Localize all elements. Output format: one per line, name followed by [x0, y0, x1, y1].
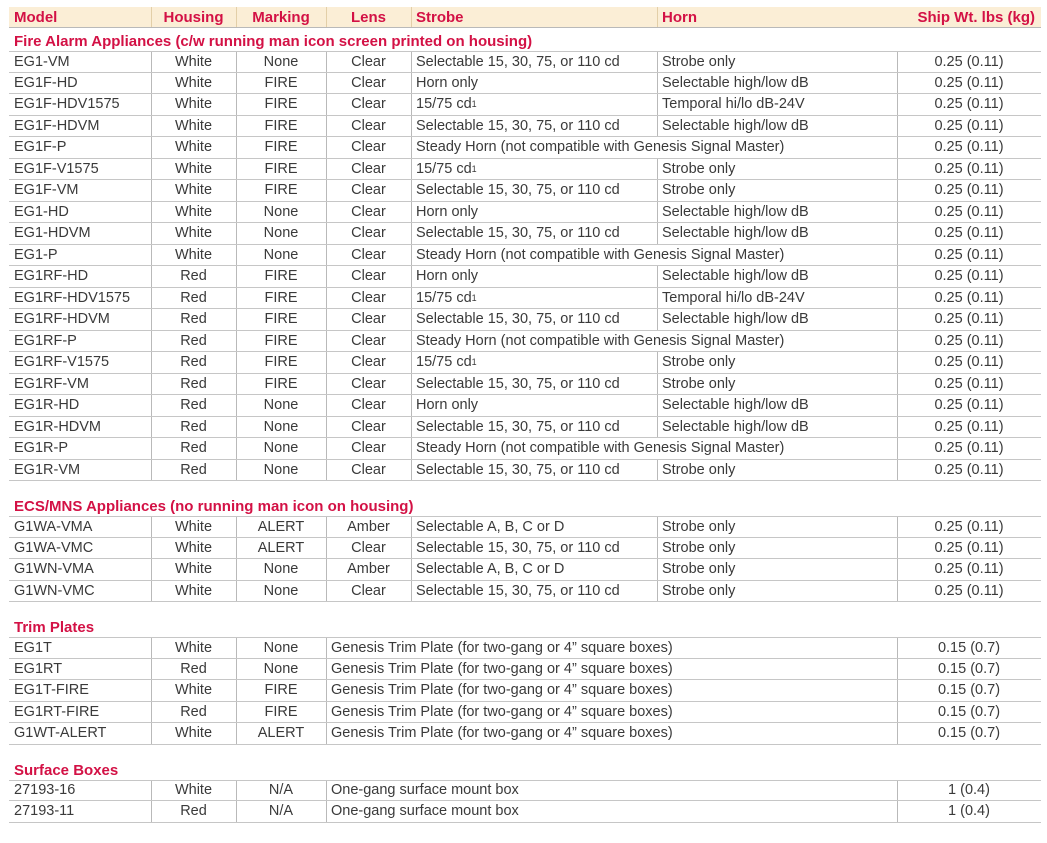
cell-model: EG1RF-V1575 — [14, 354, 110, 371]
cell-marking: None — [263, 639, 299, 656]
cell-marking: None — [263, 397, 299, 414]
cell-marking: None — [263, 418, 299, 435]
cell-housing: White — [174, 782, 213, 799]
cell-housing: Red — [180, 397, 207, 414]
cell-ship-weight: 0.25 (0.11) — [934, 160, 1004, 177]
cell-marking: FIRE — [264, 268, 298, 285]
cell-model: G1WA-VMC — [14, 539, 94, 556]
cell-lens: Clear — [351, 203, 386, 220]
cell-lens: Clear — [351, 182, 386, 199]
cell-model: 27193-16 — [14, 782, 76, 799]
cell-model: EG1T — [14, 639, 52, 656]
cell-strobe: Selectable 15, 30, 75, or 110 cd — [416, 461, 620, 478]
table-header-row — [9, 7, 1041, 28]
cell-model: EG1T-FIRE — [14, 682, 89, 699]
cell-horn: Selectable high/low dB — [662, 225, 809, 242]
cell-ship-weight: 0.25 (0.11) — [934, 182, 1004, 199]
cell-marking: FIRE — [264, 375, 298, 392]
cell-strobe: Selectable 15, 30, 75, or 110 cd — [416, 117, 620, 134]
cell-housing: White — [174, 53, 213, 70]
cell-lens: Clear — [351, 332, 386, 349]
cell-marking: None — [263, 246, 299, 263]
cell-horn: Selectable high/low dB — [662, 203, 809, 220]
cell-ship-weight: 0.25 (0.11) — [934, 311, 1004, 328]
cell-ship-weight: 0.25 (0.11) — [934, 74, 1004, 91]
cell-housing: White — [174, 96, 213, 113]
cell-ship-weight: 0.25 (0.11) — [934, 440, 1004, 457]
cell-housing: White — [174, 182, 213, 199]
section-title: ECS/MNS Appliances (no running man icon on housing) — [14, 498, 414, 515]
cell-model: EG1RT-FIRE — [14, 703, 100, 720]
cell-horn: Strobe only — [662, 375, 736, 392]
cell-horn: Strobe only — [662, 53, 736, 70]
cell-horn: Selectable high/low dB — [662, 74, 809, 91]
cell-strobe: Steady Horn (not compatible with Genesis Signal Master) — [416, 440, 785, 457]
section-title-row — [9, 493, 1041, 516]
cell-lens: Clear — [351, 289, 386, 306]
cell-marking: N/A — [268, 782, 294, 799]
cell-lens: Clear — [351, 96, 386, 113]
section-spacer — [9, 481, 1041, 493]
table-row — [9, 659, 1041, 681]
cell-strobe: Selectable A, B, C or D — [416, 561, 565, 578]
table-row — [9, 374, 1041, 396]
table-row — [9, 159, 1041, 181]
table-row — [9, 245, 1041, 267]
cell-ship-weight: 0.15 (0.7) — [937, 725, 1001, 742]
cell-lens: Clear — [351, 53, 386, 70]
cell-lens: Clear — [351, 354, 386, 371]
cell-model: EG1R-HDVM — [14, 418, 102, 435]
cell-lens: Clear — [351, 397, 386, 414]
cell-description: One-gang surface mount box — [331, 782, 519, 799]
cell-housing: Red — [180, 803, 207, 820]
cell-model: 27193-11 — [14, 803, 75, 820]
cell-description: Genesis Trim Plate (for two-gang or 4” square boxes) — [331, 660, 673, 677]
cell-ship-weight: 0.25 (0.11) — [934, 117, 1004, 134]
cell-horn: Temporal hi/lo dB-24V — [662, 289, 805, 306]
header-ship-weight: Ship Wt. lbs (kg) — [917, 8, 1035, 26]
table-row — [9, 780, 1041, 802]
cell-lens: Clear — [351, 418, 386, 435]
cell-strobe: Selectable 15, 30, 75, or 110 cd — [416, 311, 620, 328]
cell-strobe: Selectable 15, 30, 75, or 110 cd — [416, 539, 620, 556]
cell-description: Genesis Trim Plate (for two-gang or 4” square boxes) — [331, 703, 673, 720]
table-row — [9, 581, 1041, 603]
table-row — [9, 73, 1041, 95]
cell-housing: White — [174, 203, 213, 220]
cell-ship-weight: 1 (0.4) — [948, 782, 990, 799]
cell-marking: None — [263, 440, 299, 457]
table-row — [9, 202, 1041, 224]
cell-horn: Selectable high/low dB — [662, 117, 809, 134]
cell-housing: Red — [180, 311, 207, 328]
cell-ship-weight: 0.25 (0.11) — [934, 268, 1004, 285]
section-title: Fire Alarm Appliances (c/w running man icon screen printed on housing) — [14, 33, 533, 50]
table-row — [9, 395, 1041, 417]
cell-description: One-gang surface mount box — [331, 803, 519, 820]
table-row — [9, 801, 1041, 823]
table-row — [9, 94, 1041, 116]
cell-strobe: Steady Horn (not compatible with Genesis Signal Master) — [416, 246, 785, 263]
product-spec-table — [9, 7, 1041, 823]
cell-housing: Red — [180, 660, 207, 677]
cell-horn: Selectable high/low dB — [662, 311, 809, 328]
cell-ship-weight: 0.25 (0.11) — [934, 582, 1004, 599]
table-row — [9, 352, 1041, 374]
cell-ship-weight: 0.15 (0.7) — [937, 660, 1001, 677]
cell-lens: Clear — [351, 375, 386, 392]
cell-lens: Clear — [351, 440, 386, 457]
table-row — [9, 637, 1041, 659]
cell-housing: Red — [180, 418, 207, 435]
cell-strobe: Horn only — [416, 268, 479, 285]
cell-housing: Red — [180, 461, 207, 478]
section-spacer — [9, 745, 1041, 757]
cell-model: EG1-P — [14, 246, 58, 263]
cell-horn: Selectable high/low dB — [662, 397, 809, 414]
cell-marking: None — [263, 461, 299, 478]
cell-ship-weight: 0.15 (0.7) — [937, 639, 1001, 656]
cell-housing: White — [174, 160, 213, 177]
cell-ship-weight: 0.25 (0.11) — [934, 418, 1004, 435]
cell-ship-weight: 0.25 (0.11) — [934, 332, 1004, 349]
cell-housing: Red — [180, 332, 207, 349]
cell-horn: Selectable high/low dB — [662, 418, 809, 435]
table-row — [9, 288, 1041, 310]
cell-marking: FIRE — [264, 96, 298, 113]
section-spacer — [9, 602, 1041, 614]
cell-housing: White — [174, 74, 213, 91]
header-housing: Housing — [163, 8, 224, 26]
cell-housing: White — [174, 518, 213, 535]
table-row — [9, 702, 1041, 724]
cell-marking: ALERT — [257, 539, 305, 556]
table-row — [9, 516, 1041, 538]
cell-lens: Amber — [347, 561, 390, 578]
table-row — [9, 51, 1041, 73]
cell-model: EG1F-P — [14, 139, 67, 156]
cell-marking: FIRE — [264, 682, 298, 699]
cell-marking: N/A — [268, 803, 294, 820]
cell-lens: Clear — [351, 582, 386, 599]
cell-ship-weight: 0.25 (0.11) — [934, 203, 1004, 220]
cell-model: EG1F-HD — [14, 74, 78, 91]
cell-housing: White — [174, 117, 213, 134]
cell-lens: Clear — [351, 539, 386, 556]
cell-strobe: Steady Horn (not compatible with Genesis Signal Master) — [416, 139, 785, 156]
cell-strobe: 15/75 cd 1 — [416, 354, 477, 371]
cell-strobe: Selectable 15, 30, 75, or 110 cd — [416, 225, 620, 242]
cell-model: EG1RF-HD — [14, 268, 89, 285]
cell-horn: Strobe only — [662, 539, 736, 556]
cell-marking: None — [263, 561, 299, 578]
cell-marking: ALERT — [257, 725, 305, 742]
cell-strobe: 15/75 cd 1 — [416, 96, 477, 113]
cell-marking: FIRE — [264, 354, 298, 371]
cell-marking: None — [263, 582, 299, 599]
cell-housing: White — [174, 582, 213, 599]
cell-lens: Clear — [351, 74, 386, 91]
cell-lens: Clear — [351, 160, 386, 177]
header-horn: Horn — [662, 8, 697, 26]
cell-strobe: Horn only — [416, 74, 479, 91]
cell-model: G1WT-ALERT — [14, 725, 107, 742]
cell-horn: Strobe only — [662, 160, 736, 177]
cell-description: Genesis Trim Plate (for two-gang or 4” square boxes) — [331, 639, 673, 656]
cell-model: G1WN-VMA — [14, 561, 94, 578]
cell-model: G1WN-VMC — [14, 582, 95, 599]
table-row — [9, 266, 1041, 288]
cell-housing: White — [174, 561, 213, 578]
cell-horn: Strobe only — [662, 582, 736, 599]
cell-housing: White — [174, 539, 213, 556]
cell-housing: Red — [180, 703, 207, 720]
cell-housing: Red — [180, 354, 207, 371]
cell-marking: None — [263, 203, 299, 220]
table-row — [9, 116, 1041, 138]
cell-lens: Amber — [347, 518, 390, 535]
cell-model: EG1RF-HDV1575 — [14, 289, 131, 306]
table-body — [9, 28, 1041, 823]
cell-marking: ALERT — [257, 518, 305, 535]
cell-housing: White — [174, 225, 213, 242]
cell-description: Genesis Trim Plate (for two-gang or 4” square boxes) — [331, 725, 673, 742]
cell-ship-weight: 0.25 (0.11) — [934, 246, 1004, 263]
cell-model: EG1F-V1575 — [14, 160, 99, 177]
table-row — [9, 223, 1041, 245]
cell-ship-weight: 1 (0.4) — [948, 803, 990, 820]
cell-marking: FIRE — [264, 139, 298, 156]
cell-housing: White — [174, 682, 213, 699]
cell-lens: Clear — [351, 461, 386, 478]
cell-ship-weight: 0.25 (0.11) — [934, 289, 1004, 306]
cell-lens: Clear — [351, 246, 386, 263]
cell-model: EG1F-HDVM — [14, 117, 100, 134]
cell-lens: Clear — [351, 311, 386, 328]
cell-marking: FIRE — [264, 289, 298, 306]
cell-model: EG1R-HD — [14, 397, 80, 414]
table-row — [9, 309, 1041, 331]
cell-ship-weight: 0.25 (0.11) — [934, 461, 1004, 478]
cell-model: EG1RF-HDVM — [14, 311, 110, 328]
cell-model: EG1-HD — [14, 203, 69, 220]
cell-housing: White — [174, 246, 213, 263]
cell-strobe: 15/75 cd 1 — [416, 160, 477, 177]
table-row — [9, 460, 1041, 482]
cell-marking: FIRE — [264, 160, 298, 177]
cell-housing: White — [174, 725, 213, 742]
cell-ship-weight: 0.25 (0.11) — [934, 539, 1004, 556]
cell-model: EG1RF-VM — [14, 375, 89, 392]
cell-marking: None — [263, 225, 299, 242]
table-row — [9, 417, 1041, 439]
cell-ship-weight: 0.25 (0.11) — [934, 354, 1004, 371]
cell-strobe: Selectable 15, 30, 75, or 110 cd — [416, 375, 620, 392]
cell-horn: Strobe only — [662, 561, 736, 578]
cell-housing: Red — [180, 289, 207, 306]
cell-model: EG1-VM — [14, 53, 70, 70]
cell-strobe: 15/75 cd 1 — [416, 289, 477, 306]
cell-marking: FIRE — [264, 332, 298, 349]
cell-horn: Strobe only — [662, 354, 736, 371]
cell-marking: FIRE — [264, 74, 298, 91]
cell-model: EG1RF-P — [14, 332, 77, 349]
section-title-row — [9, 757, 1041, 780]
cell-strobe: Horn only — [416, 203, 479, 220]
cell-ship-weight: 0.25 (0.11) — [934, 397, 1004, 414]
section-title: Surface Boxes — [14, 761, 119, 779]
cell-lens: Clear — [351, 117, 386, 134]
section-title: Trim Plates — [14, 619, 95, 636]
cell-marking: None — [263, 53, 299, 70]
table-row — [9, 180, 1041, 202]
cell-model: EG1F-VM — [14, 182, 79, 199]
table-row — [9, 723, 1041, 745]
cell-housing: Red — [180, 268, 207, 285]
cell-model: EG1RT — [14, 660, 63, 677]
cell-housing: White — [174, 639, 213, 656]
table-row — [9, 331, 1041, 353]
cell-marking: FIRE — [264, 117, 298, 134]
cell-description: Genesis Trim Plate (for two-gang or 4” square boxes) — [331, 682, 673, 699]
cell-strobe: Selectable 15, 30, 75, or 110 cd — [416, 182, 620, 199]
cell-horn: Strobe only — [662, 461, 736, 478]
cell-horn: Strobe only — [662, 518, 736, 535]
cell-strobe: Selectable A, B, C or D — [416, 518, 565, 535]
cell-ship-weight: 0.15 (0.7) — [937, 682, 1001, 699]
cell-ship-weight: 0.25 (0.11) — [934, 561, 1004, 578]
table-row — [9, 680, 1041, 702]
cell-housing: Red — [180, 440, 207, 457]
cell-horn: Temporal hi/lo dB-24V — [662, 96, 805, 113]
cell-ship-weight: 0.25 (0.11) — [934, 518, 1004, 535]
cell-model: EG1F-HDV1575 — [14, 96, 120, 113]
table-row — [9, 137, 1041, 159]
cell-ship-weight: 0.25 (0.11) — [934, 139, 1004, 156]
cell-ship-weight: 0.25 (0.11) — [934, 375, 1004, 392]
cell-model: EG1-HDVM — [14, 225, 91, 242]
cell-housing: Red — [180, 375, 207, 392]
header-strobe: Strobe — [416, 8, 464, 26]
cell-marking: FIRE — [264, 703, 298, 720]
cell-horn: Strobe only — [662, 182, 736, 199]
cell-marking: None — [263, 660, 299, 677]
table-row — [9, 559, 1041, 581]
cell-model: EG1R-P — [14, 440, 68, 457]
cell-marking: FIRE — [264, 311, 298, 328]
table-row — [9, 438, 1041, 460]
cell-horn: Selectable high/low dB — [662, 268, 809, 285]
cell-ship-weight: 0.15 (0.7) — [937, 703, 1001, 720]
cell-housing: White — [174, 139, 213, 156]
section-title-row — [9, 614, 1041, 637]
section-title-row — [9, 28, 1041, 51]
header-lens: Lens — [350, 8, 386, 26]
cell-marking: FIRE — [264, 182, 298, 199]
table-row — [9, 538, 1041, 560]
cell-model: EG1R-VM — [14, 461, 81, 478]
cell-lens: Clear — [351, 139, 386, 156]
cell-model: G1WA-VMA — [14, 518, 93, 535]
cell-strobe: Selectable 15, 30, 75, or 110 cd — [416, 582, 620, 599]
cell-ship-weight: 0.25 (0.11) — [934, 225, 1004, 242]
cell-ship-weight: 0.25 (0.11) — [934, 96, 1004, 113]
cell-lens: Clear — [351, 225, 386, 242]
cell-strobe: Horn only — [416, 397, 479, 414]
header-marking: Marking — [252, 8, 310, 26]
cell-ship-weight: 0.25 (0.11) — [934, 53, 1004, 70]
cell-strobe: Steady Horn (not compatible with Genesis Signal Master) — [416, 332, 785, 349]
cell-strobe: Selectable 15, 30, 75, or 110 cd — [416, 418, 620, 435]
header-model: Model — [14, 8, 58, 26]
cell-lens: Clear — [351, 268, 386, 285]
cell-strobe: Selectable 15, 30, 75, or 110 cd — [416, 53, 620, 70]
